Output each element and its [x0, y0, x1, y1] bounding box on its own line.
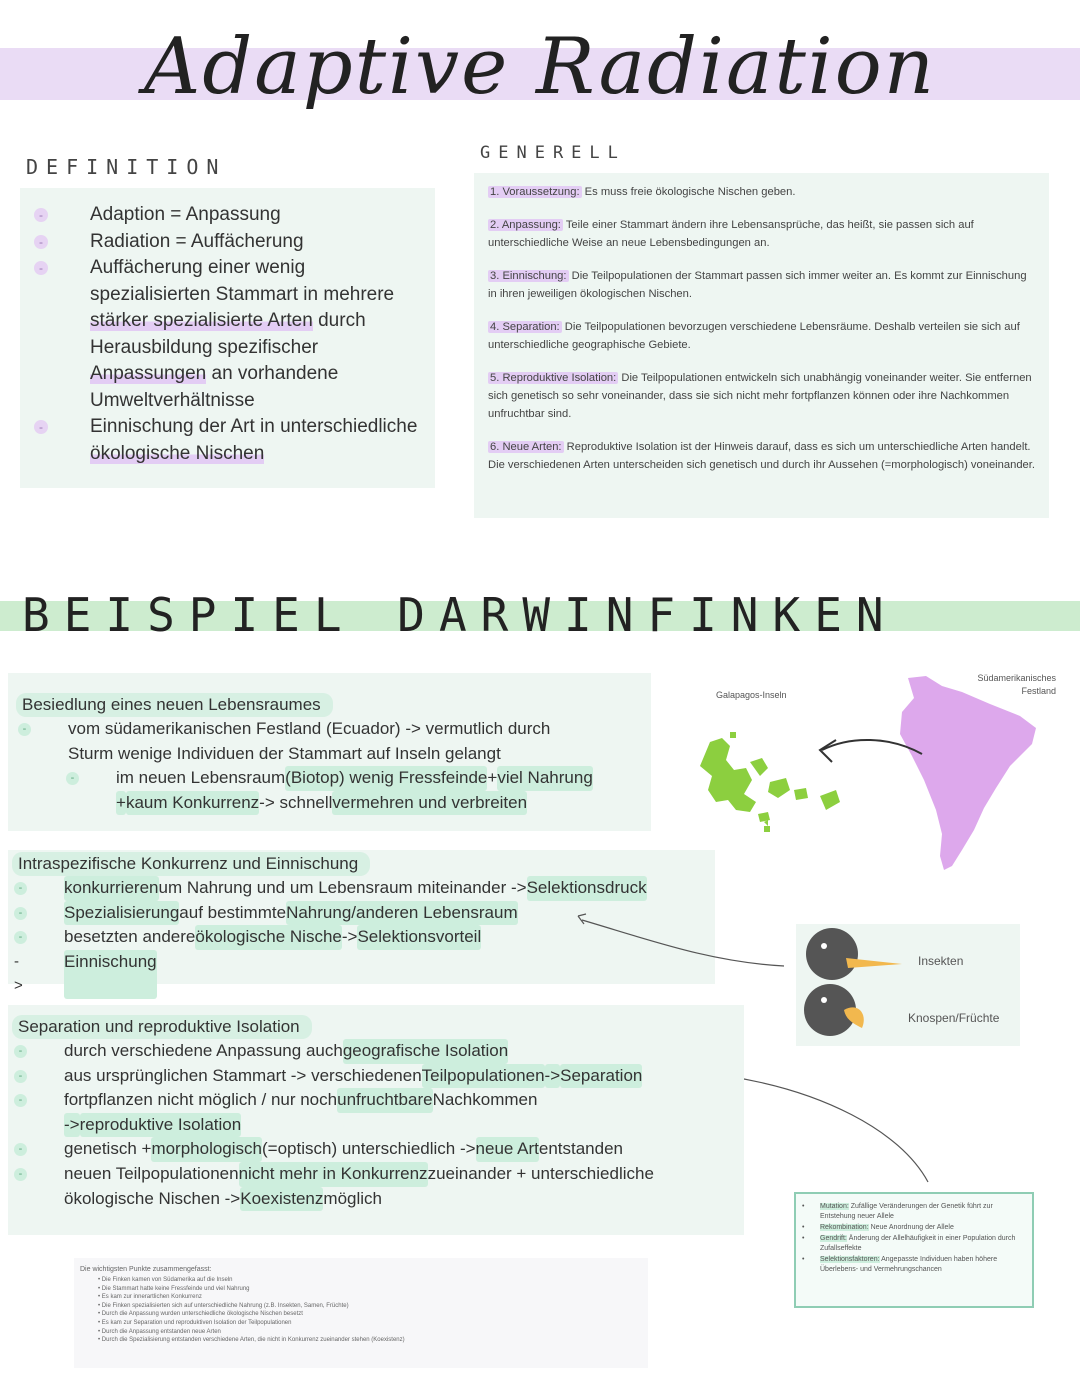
definition-item: stärker spezialisierte Arten durch	[90, 310, 366, 331]
summary-panel	[74, 1258, 648, 1368]
summary-item: • Durch die Anpassung entstanden neue Arten	[98, 1328, 221, 1335]
besiedlung-line: - vom südamerikanischen Festland (Ecuador) -> vermutlich durch	[16, 717, 651, 742]
galapagos-islands-shape	[700, 732, 840, 832]
generell-heading: GENERELL	[480, 143, 626, 163]
bird-label-insekten: Insekten	[918, 954, 964, 968]
faktoren-panel	[794, 1192, 1034, 1308]
summary-item: • Es kam zur innerartlichen Konkurrenz	[98, 1294, 202, 1301]
connector-intra-arrowhead	[578, 914, 586, 924]
connector-intra	[582, 920, 784, 966]
besiedlung-line: - im neuen Lebensraum (Biotop) wenig Fressfeinde + viel Nahrung	[16, 766, 651, 791]
faktor-item: • Mutation: Zufällige Veränderungen der Genetik führt zur Entstehung neuer Allele	[802, 1203, 993, 1220]
summary-item: • Durch die Spezialisierung entstanden verschiedene Arten, die nicht in Konkurrenz zueinander stehen (Koexistenz)	[98, 1337, 405, 1344]
migration-arrowhead	[820, 740, 836, 762]
bullet: -	[14, 907, 27, 920]
separation-line: - neuen Teilpopulationen nicht mehr in Konkurrenz zueinander + unterschiedliche	[12, 1162, 744, 1187]
bullet: -	[14, 1143, 27, 1156]
bullet: •	[98, 1294, 102, 1301]
bullet: -	[14, 1070, 27, 1083]
intra-line: -> Einnischung	[12, 950, 715, 999]
separation-line: -> reproduktive Isolation	[12, 1113, 744, 1138]
generell-item: 5. Reproduktive Isolation: Die Teilpopulationen entwickeln sich unabhängig voneinander weiter. Sie entfernen sich genetisch so sehr voneinander, dass sie sich nicht mehr fortpflanzen können oder ihre Nachkommen unfruchtbar sind.	[488, 372, 1032, 420]
generell-item: 1. Voraussetzung: Es muss freie ökologische Nischen geben.	[490, 186, 796, 198]
bullet: •	[98, 1328, 102, 1335]
bullet: •	[98, 1285, 102, 1292]
besiedlung-line: Sturm wenige Individuen der Stammart auf Inseln gelangt	[68, 743, 501, 763]
bullet: -	[66, 772, 79, 785]
intra-line: - Spezialisierung auf bestimmte Nahrung/anderen Lebensraum	[12, 901, 715, 926]
bullet: •	[98, 1302, 102, 1309]
summary-title: Die wichtigsten Punkte zusammengefasst:	[80, 1266, 212, 1273]
bullet: -	[34, 261, 48, 275]
generell-item: 4. Separation: Die Teilpopulationen bevorzugen verschiedene Lebensräume. Deshalb verteilen sie sich auf unterschiedliche geographische Gebiete.	[488, 321, 1020, 351]
summary-item: • Die Finken kamen von Südamerika auf die Inseln	[98, 1277, 233, 1283]
generell-item: 6. Neue Arten: Reproduktive Isolation ist der Hinweis darauf, dass es sich um unterschiedliche Arten handelt. Die verschiedenen Arten unterscheiden sich genetisch und durch ihr Aussehen (=morphologisch) voneinander.	[488, 441, 1035, 471]
faktor-item: • Rekombination: Neue Anordnung der Allele	[802, 1224, 954, 1231]
definition-item: - Radiation = Auffächerung	[34, 229, 435, 256]
separation-line: - durch verschiedene Anpassung auch geografische Isolation	[12, 1039, 744, 1064]
besiedlung-line: + kaum Konkurrenz -> schnell vermehren und verbreiten	[16, 791, 651, 816]
map-label-islands: Galapagos-Inseln	[716, 690, 787, 700]
summary-list	[74, 1258, 648, 1345]
bullet: -	[14, 1168, 27, 1181]
bullet: •	[98, 1319, 102, 1326]
bird-label-knospen: Knospen/Früchte	[908, 1011, 1000, 1025]
faktoren-list	[796, 1194, 1032, 1275]
bullet: •	[98, 1311, 102, 1318]
generell-item: 2. Anpassung: Teile einer Stammart ändern ihre Lebensansprüche, das heißt, sie passen sich auf unterschiedliche Weise an neue Lebensbedingungen an.	[488, 219, 974, 249]
separation-line: - aus ursprünglichen Stammart -> verschiedenen Teilpopulationen -> Separation	[12, 1064, 744, 1089]
beispiel-heading: BEISPIEL DARWINFINKEN	[22, 588, 898, 642]
separation-line: ökologische Nischen -> Koexistenz möglich	[12, 1187, 744, 1212]
definition-item: Umweltverhältnisse	[90, 389, 255, 411]
bullet: -	[34, 208, 48, 222]
separation-line: - genetisch + morphologisch (=optisch) unterschiedlich -> neue Art entstanden	[12, 1137, 744, 1162]
intra-title: Intraspezifische Konkurrenz und Einnischung	[12, 852, 370, 876]
definition-item: Anpassungen an vorhandene	[90, 363, 339, 384]
faktor-item: • Selektionsfaktoren: Angepasste Individuen haben höhere Überlebens- und Vermehrungschancen	[802, 1256, 998, 1273]
bullet: -	[14, 931, 27, 944]
besiedlung-title: Besiedlung eines neuen Lebensraumes	[16, 693, 333, 717]
definition-item: - Auffächerung einer wenig	[34, 255, 435, 282]
definition-item: ökologische Nischen	[90, 442, 265, 464]
definition-item: Herausbildung spezifischer	[90, 336, 319, 358]
bullet: -	[18, 723, 31, 736]
intra-line: - konkurrieren um Nahrung und um Lebensraum miteinander -> Selektionsdruck	[12, 876, 715, 901]
page-title: Adaptive Radiation	[144, 22, 936, 112]
generell-list	[474, 173, 1049, 474]
bullet: -	[34, 235, 48, 249]
bullet: -	[14, 882, 27, 895]
separation-title: Separation und reproduktive Isolation	[12, 1015, 312, 1039]
bullet: •	[802, 1256, 805, 1263]
faktor-item: • Gendrift: Änderung der Allelhäufigkeit in einer Population durch Zufallseffekte	[802, 1235, 1016, 1252]
connector-separation	[726, 1076, 928, 1182]
bullet: •	[802, 1203, 805, 1210]
bullet: •	[98, 1337, 102, 1344]
definition-panel	[20, 188, 435, 488]
summary-item: • Die Stammart hatte keine Fressfeinde und viel Nahrung	[98, 1285, 250, 1292]
bullet: -	[34, 420, 48, 434]
summary-item: • Es kam zur Separation und reproduktiven Isolation der Teilpopulationen	[98, 1319, 292, 1326]
bullet: -	[14, 1045, 27, 1058]
bullet: -	[14, 1094, 27, 1107]
map-label-mainland: Südamerikanisches Festland	[977, 673, 1056, 696]
generell-item: 3. Einnischung: Die Teilpopulationen der Stammart passen sich immer weiter an. Es kommt zur Einnischung in ihren jeweiligen ökologischen Nischen.	[488, 270, 1027, 300]
separation-panel	[8, 1005, 744, 1235]
besiedlung-panel	[8, 673, 651, 831]
bullet: •	[98, 1277, 102, 1283]
bullet: •	[802, 1235, 805, 1242]
definition-item: spezialisierten Stammart in mehrere	[90, 283, 395, 305]
definition-heading: DEFINITION	[26, 155, 227, 179]
generell-panel	[474, 173, 1049, 518]
summary-item: • Durch die Anpassung wurden unterschiedliche ökologische Nischen besetzt	[98, 1311, 303, 1318]
bullet: •	[802, 1224, 805, 1231]
south-america-shape	[900, 676, 1036, 870]
definition-item: - Einnischung der Art in unterschiedliche	[34, 414, 435, 441]
definition-list	[20, 188, 435, 467]
separation-line: - fortpflanzen nicht möglich / nur noch unfruchtbare Nachkommen	[12, 1088, 744, 1113]
summary-item: • Die Finken spezialisierten sich auf unterschiedliche Nahrung (z.B. Insekten, Samen, Früchte)	[98, 1302, 349, 1309]
intra-line: - besetzten andere ökologische Nische -> Selektionsvorteil	[12, 925, 715, 950]
definition-item: - Adaption = Anpassung	[34, 202, 435, 229]
galapagos-map	[690, 670, 1070, 870]
